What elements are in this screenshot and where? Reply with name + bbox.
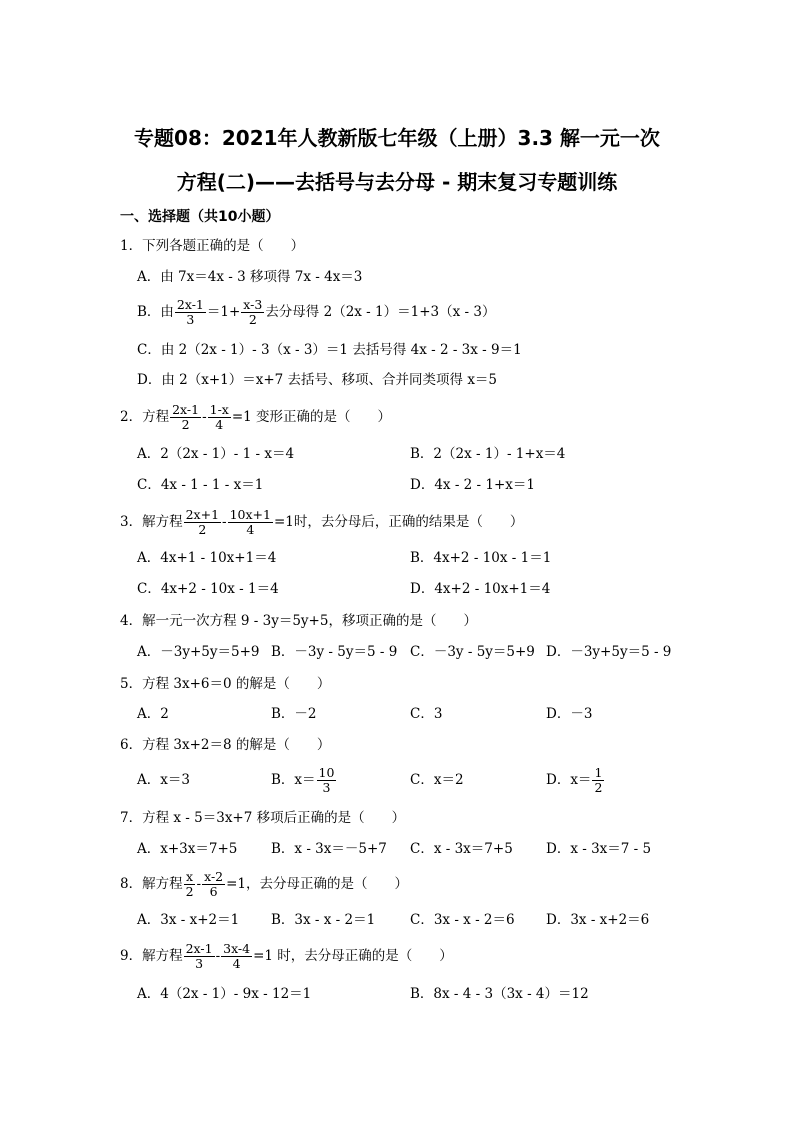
- question-4-option-c: C．－3y - 5y＝5+9: [410, 644, 535, 660]
- document-title-line-2: 方程(二)——去括号与去分母 - 期末复习专题训练: [176, 170, 618, 194]
- question-8-option-d: D．3x - x+2＝6: [546, 912, 650, 928]
- question-7-option-a: A．x+3x＝7+5: [137, 841, 238, 857]
- section-heading: 一、选择题（共10小题）: [120, 209, 280, 225]
- question-4-option-d: D．－3y+5y＝5 - 9: [546, 644, 672, 660]
- question-5-option-a: A．2: [137, 706, 169, 722]
- question-3-option-b: B．4x+2 - 10x - 1＝1: [410, 550, 552, 566]
- question-9-option-a: A．4（2x - 1）- 9x - 12＝1: [137, 986, 312, 1002]
- question-8-option-a: A．3x - x+2＝1: [137, 912, 240, 928]
- question-6-option-a: A．x＝3: [137, 772, 190, 788]
- fraction: $\frac{1}{2}$: [594, 765, 603, 795]
- fraction: $\frac{2x-1}{3}$: [185, 941, 213, 971]
- fraction: $\frac{x-3}{2}$: [243, 297, 263, 327]
- question-2-option-a: A．2（2x - 1）- 1 - x＝4: [137, 446, 295, 462]
- question-1-option-c: C．由 2（2x - 1）- 3（x - 3）＝1 去括号得 4x - 2 - 3x - 9＝1: [137, 342, 522, 358]
- fraction: $\frac{x-2}{6}$: [204, 869, 224, 899]
- question-6-option-b: B．x＝ $\frac{10}{3}$: [271, 765, 335, 795]
- question-1-option-a: A．由 7x＝4x - 3 移项得 7x - 4x＝3: [137, 269, 363, 285]
- fraction: $\frac{10}{3}$: [318, 765, 335, 795]
- fraction: $\frac{1-x}{4}$: [209, 402, 229, 432]
- fraction: $\frac{x}{2}$: [185, 869, 194, 899]
- question-7-option-b: B．x - 3x＝－5+7: [271, 841, 387, 857]
- fraction: $\frac{2x-1}{3}$: [176, 297, 204, 327]
- question-3-option-d: D．4x+2 - 10x+1＝4: [410, 581, 551, 597]
- question-4-option-a: A．－3y+5y＝5+9: [137, 644, 260, 660]
- question-5-option-c: C．3: [410, 706, 443, 722]
- question-8-stem: 8．解方程 $\frac{x}{2}$ - $\frac{x-2}{6}$ =1，去分母正确的是（ ）: [120, 869, 409, 899]
- question-8-option-b: B．3x - x - 2＝1: [271, 912, 376, 928]
- question-4-stem: 4．解一元一次方程 9 - 3y＝5y+5，移项正确的是（ ）: [120, 613, 477, 629]
- question-7-option-c: C．x - 3x＝7+5: [410, 841, 513, 857]
- question-6-option-c: C．x＝2: [410, 772, 464, 788]
- fraction: $\frac{2x+1}{2}$: [185, 507, 220, 537]
- question-5-stem: 5．方程 3x+6＝0 的解是（ ）: [120, 676, 331, 692]
- question-3-option-c: C．4x+2 - 10x - 1＝4: [137, 581, 279, 597]
- document-title-line-1: 专题08：2021年人教新版七年级（上册）3.3 解一元一次: [134, 126, 660, 150]
- question-4-option-b: B．－3y - 5y＝5 - 9: [271, 644, 398, 660]
- question-6-stem: 6．方程 3x+2＝8 的解是（ ）: [120, 737, 331, 753]
- question-3-stem: 3．解方程 $\frac{2x+1}{2}$ - $\frac{10x+1}{4}$ =1时，去分母后，正确的结果是（ ）: [120, 507, 524, 537]
- question-1-stem: 1．下列各题正确的是（ ）: [120, 238, 305, 254]
- question-8-option-c: C．3x - x - 2＝6: [410, 912, 515, 928]
- question-1-option-d: D．由 2（x+1）＝x+7 去括号、移项、合并同类项得 x＝5: [137, 372, 498, 388]
- question-7-stem: 7．方程 x - 5＝3x+7 移项后正确的是（ ）: [120, 810, 406, 826]
- question-3-option-a: A．4x+1 - 10x+1＝4: [137, 550, 277, 566]
- question-2-option-b: B．2（2x - 1）- 1+x＝4: [410, 446, 566, 462]
- question-2-stem: 2．方程 $\frac{2x-1}{2}$ - $\frac{1-x}{4}$ =1 变形正确的是（ ）: [120, 402, 392, 432]
- fraction: $\frac{10x+1}{4}$: [229, 507, 271, 537]
- fraction: $\frac{3x-4}{4}$: [223, 941, 251, 971]
- question-9-option-b: B．8x - 4 - 3（3x - 4）＝12: [410, 986, 589, 1002]
- question-6-option-d: D．x＝ $\frac{1}{2}$: [546, 765, 603, 795]
- question-2-option-d: D．4x - 2 - 1+x＝1: [410, 477, 536, 493]
- question-5-option-d: D．－3: [546, 706, 593, 722]
- question-1-option-b: B．由 $\frac{2x-1}{3}$ ＝1+ $\frac{x-3}{2}$ 去分母得 2（2x - 1）＝1+3（x - 3）: [137, 297, 496, 327]
- question-7-option-d: D．x - 3x＝7 - 5: [546, 841, 652, 857]
- question-9-stem: 9．解方程 $\frac{2x-1}{3}$ - $\frac{3x-4}{4}$ =1 时，去分母正确的是（ ）: [120, 941, 453, 971]
- question-5-option-b: B．－2: [271, 706, 317, 722]
- fraction: $\frac{2x-1}{2}$: [172, 402, 200, 432]
- question-2-option-c: C．4x - 1 - 1 - x＝1: [137, 477, 264, 493]
